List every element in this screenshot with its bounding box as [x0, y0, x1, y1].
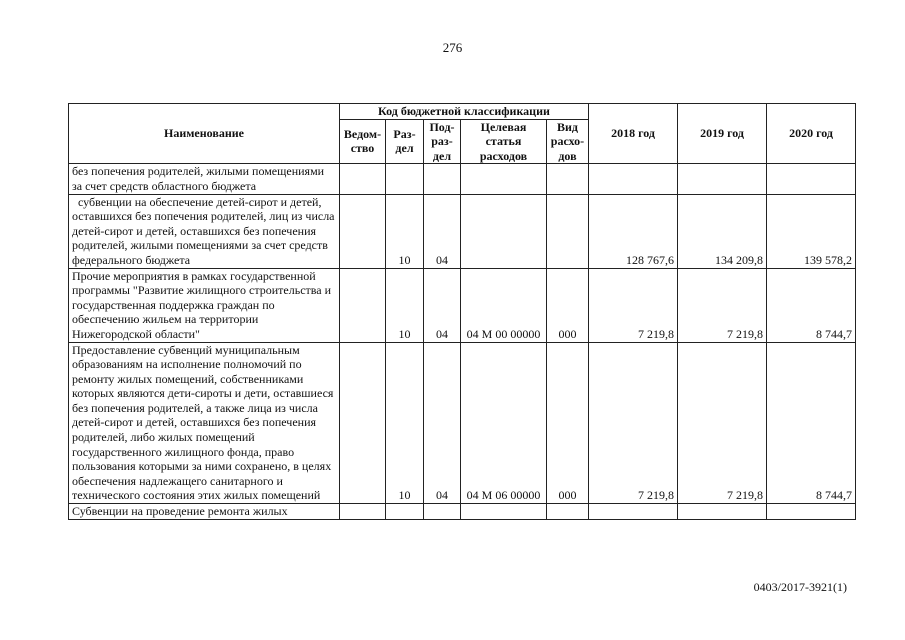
- page-number: 276: [442, 40, 463, 55]
- row-razdel: 10: [386, 194, 424, 268]
- table-row: [69, 342, 856, 504]
- row-razdel: 10: [386, 342, 424, 504]
- header-row-group: [69, 104, 856, 120]
- row-vid-rashodov: [547, 164, 589, 194]
- row-value-2019: [678, 504, 767, 520]
- row-name: Прочие мероприятия в рамках государственной программы "Развитие жилищного строительства и государственная поддержка граждан по обеспечению жильем на территории Нижегородской области": [69, 268, 340, 342]
- row-vedomstvo: [340, 194, 386, 268]
- document-code: 0403/2017-3921(1): [753, 580, 847, 594]
- row-value-2020: [767, 504, 856, 520]
- header-podrazdel: Под-раз-дел: [424, 119, 461, 164]
- row-value-2020: 139 578,2: [767, 194, 856, 268]
- row-vid-rashodov: [547, 504, 589, 520]
- header-vedomstvo: Ведом-ство: [340, 119, 386, 164]
- row-vid-rashodov: 000: [547, 342, 589, 504]
- header-2019: 2019 год: [678, 104, 767, 164]
- row-vedomstvo: [340, 342, 386, 504]
- row-value-2019: 7 219,8: [678, 268, 767, 342]
- header-2018: 2018 год: [589, 104, 678, 164]
- row-vedomstvo: [340, 268, 386, 342]
- row-name: субвенции на обеспечение детей-сирот и детей, оставшихся без попечения родителей, лиц из числа детей-сирот и детей, оставшихся без попечения родителей, жилыми помещениями за счет средств федерального бюджета: [69, 194, 340, 268]
- row-value-2018: 7 219,8: [589, 268, 678, 342]
- header-classification-group: Код бюджетной классификации: [340, 104, 589, 120]
- row-podrazdel: 04: [424, 194, 461, 268]
- row-value-2019: 134 209,8: [678, 194, 767, 268]
- header-name: Наименование: [69, 104, 340, 164]
- row-razdel: [386, 164, 424, 194]
- row-name: Предоставление субвенций муниципальным образованиям на исполнение полномочий по ремонту жилых помещений, собственниками которых являются дети-сироты и дети, оставшиеся без попечения родителей, а также лица из числа детей-сирот и детей, оставшихся без попечения родителей, либо жилых помещений государственного жилищного фонда, право пользования которыми за ними сохранено, в целях обеспечения надлежащего санитарного и технического состояния этих жилых помещений: [69, 342, 340, 504]
- row-value-2018: 128 767,6: [589, 194, 678, 268]
- row-razdel: 10: [386, 268, 424, 342]
- row-celevaya-statya: [461, 164, 547, 194]
- row-value-2018: [589, 164, 678, 194]
- row-podrazdel: [424, 164, 461, 194]
- row-podrazdel: 04: [424, 342, 461, 504]
- header-vid-rashodov: Вид расхо-дов: [547, 119, 589, 164]
- row-value-2018: [589, 504, 678, 520]
- header-razdel: Раз-дел: [386, 119, 424, 164]
- row-vedomstvo: [340, 504, 386, 520]
- row-value-2020: [767, 164, 856, 194]
- table-row: [69, 194, 856, 268]
- row-value-2020: 8 744,7: [767, 342, 856, 504]
- row-celevaya-statya: 04 М 00 00000: [461, 268, 547, 342]
- row-vid-rashodov: 000: [547, 268, 589, 342]
- row-podrazdel: [424, 504, 461, 520]
- row-value-2018: 7 219,8: [589, 342, 678, 504]
- row-vid-rashodov: [547, 194, 589, 268]
- header-celevaya-statya: Целевая статья расходов: [461, 119, 547, 164]
- row-razdel: [386, 504, 424, 520]
- row-value-2020: 8 744,7: [767, 268, 856, 342]
- row-value-2019: [678, 164, 767, 194]
- row-celevaya-statya: [461, 194, 547, 268]
- row-value-2019: 7 219,8: [678, 342, 767, 504]
- row-celevaya-statya: 04 М 06 00000: [461, 342, 547, 504]
- row-celevaya-statya: [461, 504, 547, 520]
- row-podrazdel: 04: [424, 268, 461, 342]
- table-row: [69, 164, 856, 194]
- table-row: [69, 268, 856, 342]
- row-name: Субвенции на проведение ремонта жилых: [69, 504, 340, 520]
- row-vedomstvo: [340, 164, 386, 194]
- budget-table: [68, 103, 856, 520]
- row-name: без попечения родителей, жилыми помещениями за счет средств областного бюджета: [69, 164, 340, 194]
- table-row: [69, 504, 856, 520]
- header-2020: 2020 год: [767, 104, 856, 164]
